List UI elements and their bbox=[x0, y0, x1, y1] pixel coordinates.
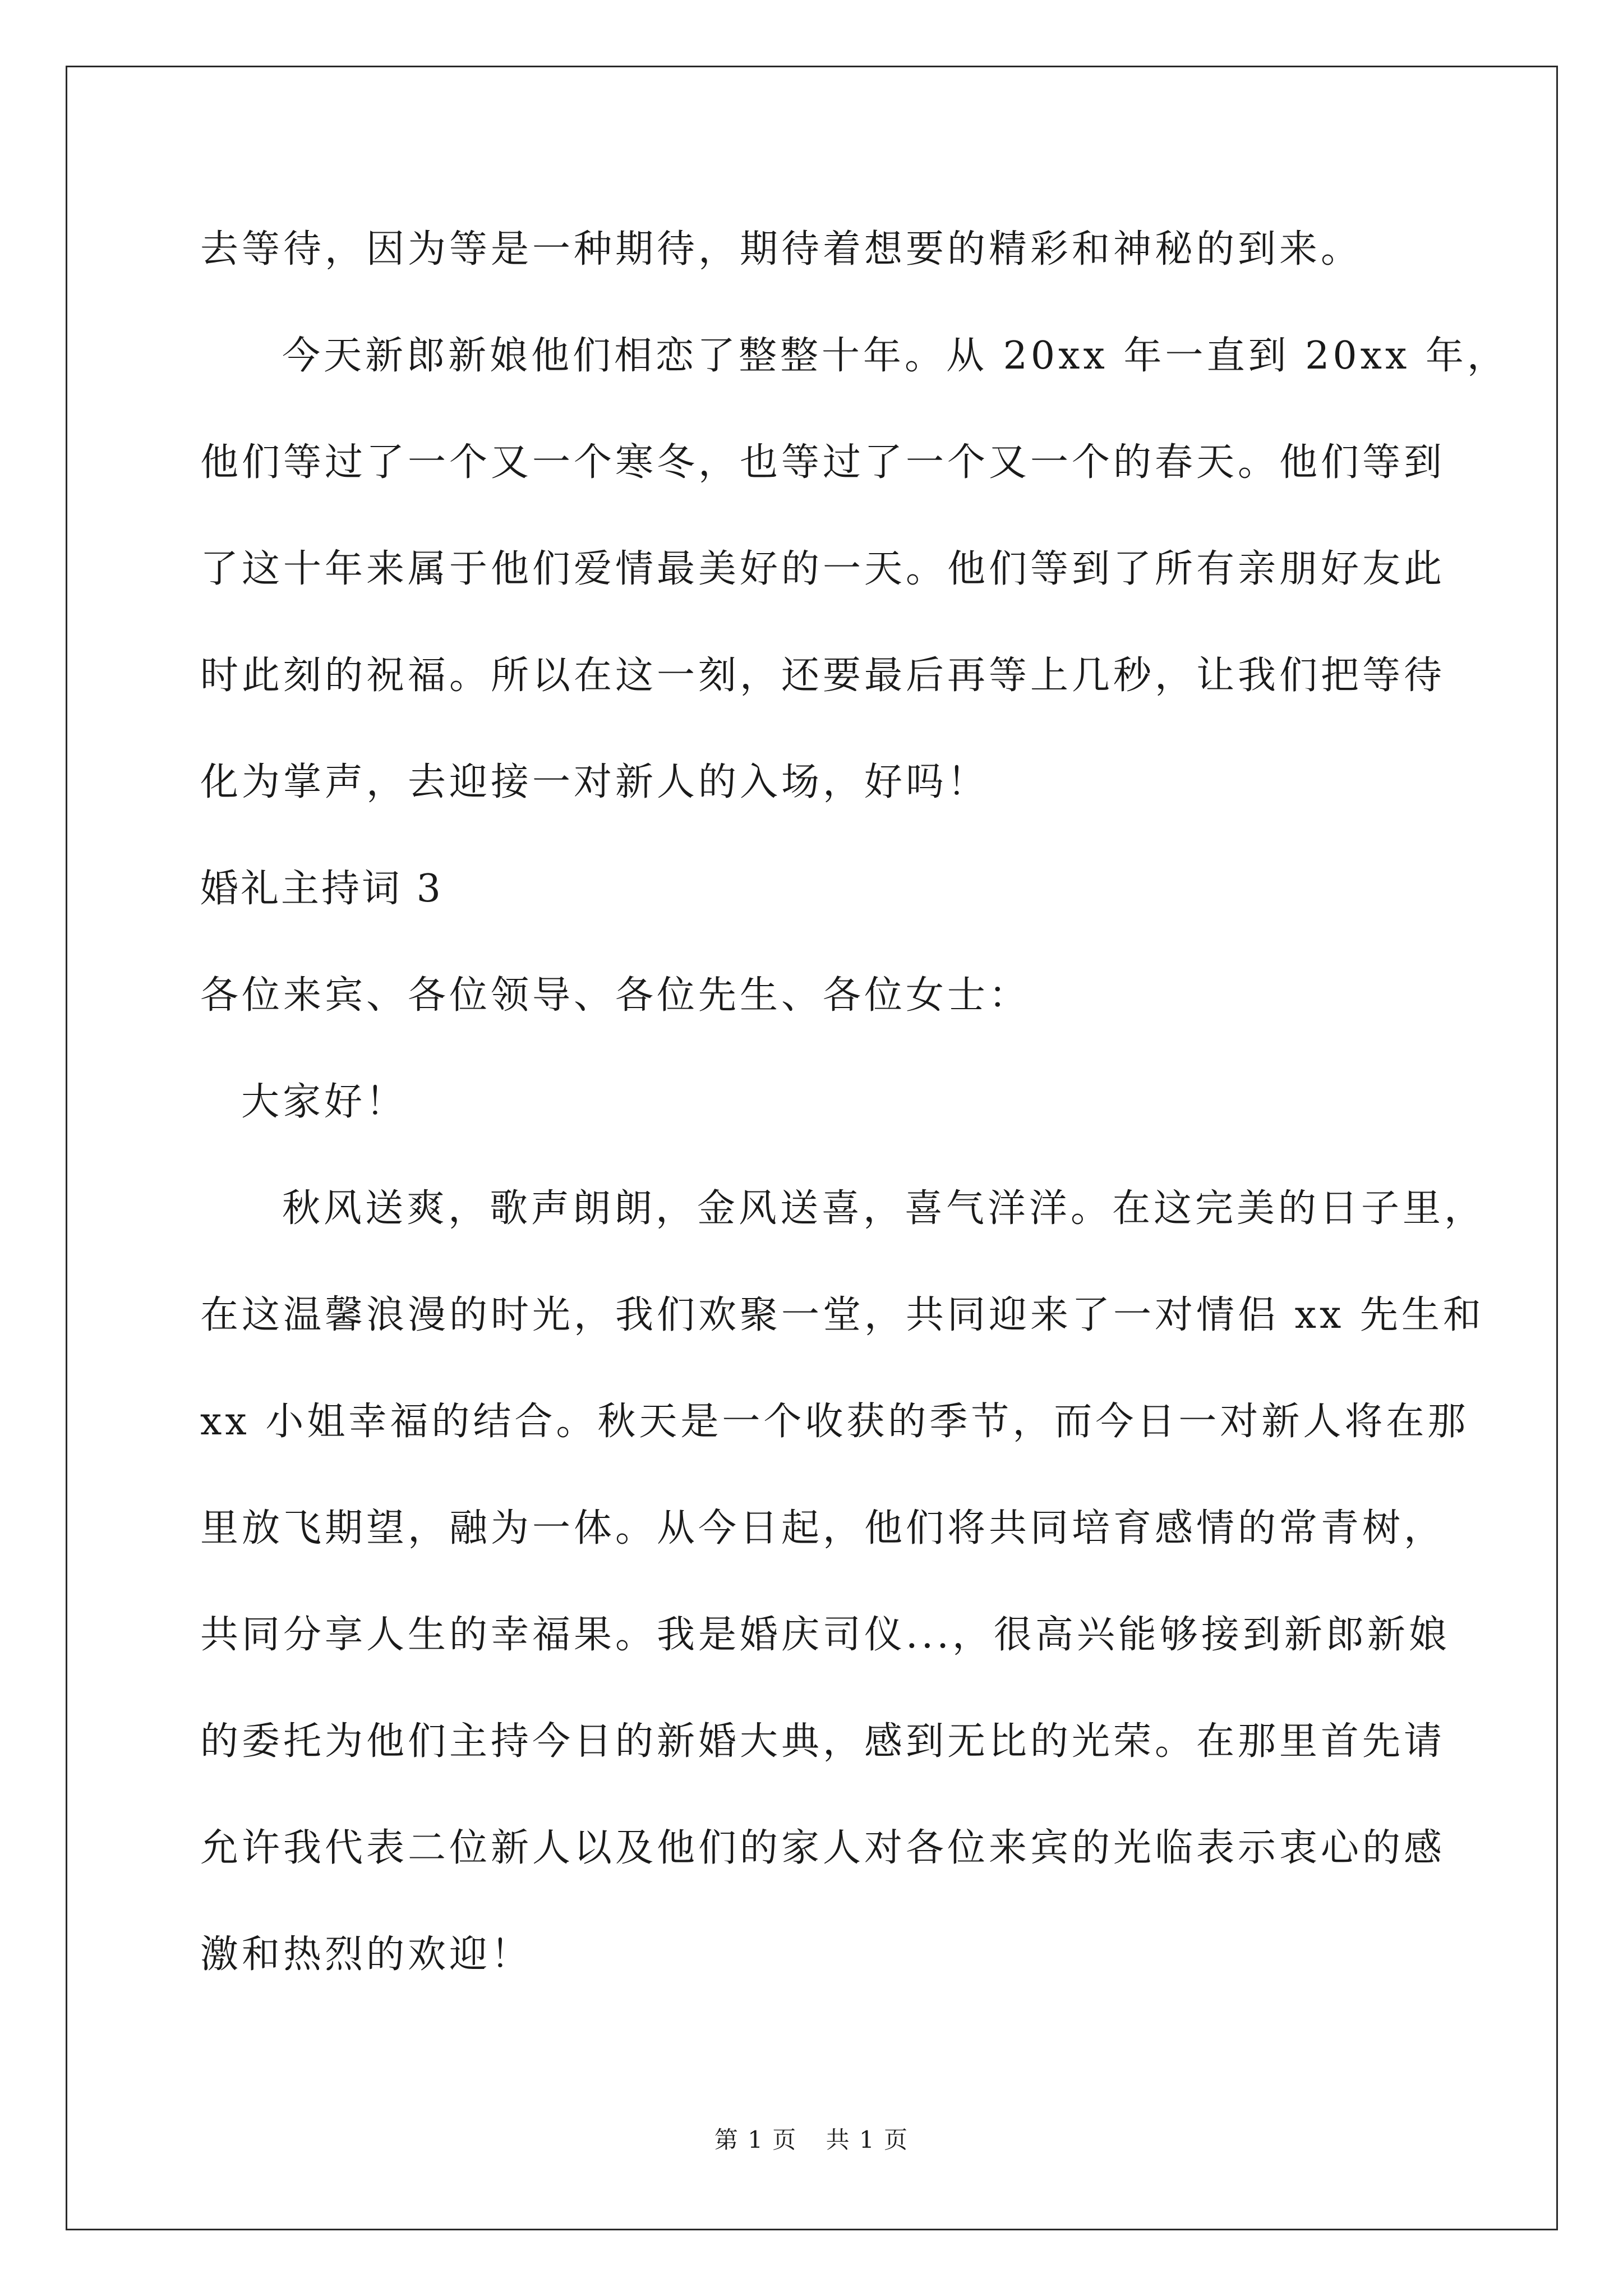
salutation-line: 各位来宾、各位领导、各位先生、各位女士： bbox=[200, 973, 1031, 1018]
section-heading: 婚礼主持词 3 bbox=[200, 867, 443, 911]
greeting-line: 大家好！ bbox=[241, 1080, 408, 1124]
paragraph-line-6: 化为掌声，去迎接一对新人的入场，好吗！ bbox=[200, 760, 989, 804]
paragraph-line-5: 时此刻的祝福。所以在这一刻，还要最后再等上几秒，让我们把等待 bbox=[200, 654, 1446, 698]
paragraph-line-11: 共同分享人生的幸福果。我是婚庆司仪...，很高兴能够接到新郎新娘 bbox=[200, 1613, 1450, 1657]
page-number: 第 1 页 bbox=[714, 2126, 797, 2154]
page-footer bbox=[0, 2124, 1623, 2156]
paragraph-line-3: 他们等过了一个又一个寒冬，也等过了一个又一个的春天。他们等到 bbox=[200, 440, 1446, 485]
paragraph-line-1: 去等待，因为等是一种期待，期待着想要的精彩和神秘的到来。 bbox=[200, 227, 1363, 272]
paragraph-line-14: 激和热烈的欢迎！ bbox=[200, 1932, 533, 1977]
paragraph-line-4: 了这十年来属于他们爱情最美好的一天。他们等到了所有亲朋好友此 bbox=[200, 547, 1446, 591]
paragraph-line-12: 的委托为他们主持今日的新婚大典，感到无比的光荣。在那里首先请 bbox=[200, 1719, 1446, 1764]
paragraph-line-10: 里放飞期望，融为一体。从今日起，他们将共同培育感情的常青树， bbox=[200, 1506, 1446, 1550]
paragraph-line-7: 秋风送爽，歌声朗朗，金风送喜，喜气洋洋。在这完美的日子里， bbox=[282, 1186, 1486, 1231]
paragraph-line-8: 在这温馨浪漫的时光，我们欢聚一堂，共同迎来了一对情侣 xx 先生和 bbox=[200, 1293, 1484, 1337]
paragraph-line-13: 允许我代表二位新人以及他们的家人对各位来宾的光临表示衷心的感 bbox=[200, 1826, 1446, 1870]
paragraph-line-2: 今天新郎新娘他们相恋了整整十年。从 20xx 年一直到 20xx 年， bbox=[282, 334, 1509, 378]
page-border bbox=[66, 66, 1558, 2230]
page-total: 共 1 页 bbox=[826, 2126, 909, 2154]
paragraph-line-9: xx 小姐幸福的结合。秋天是一个收获的季节，而今日一对新人将在那 bbox=[200, 1400, 1469, 1444]
